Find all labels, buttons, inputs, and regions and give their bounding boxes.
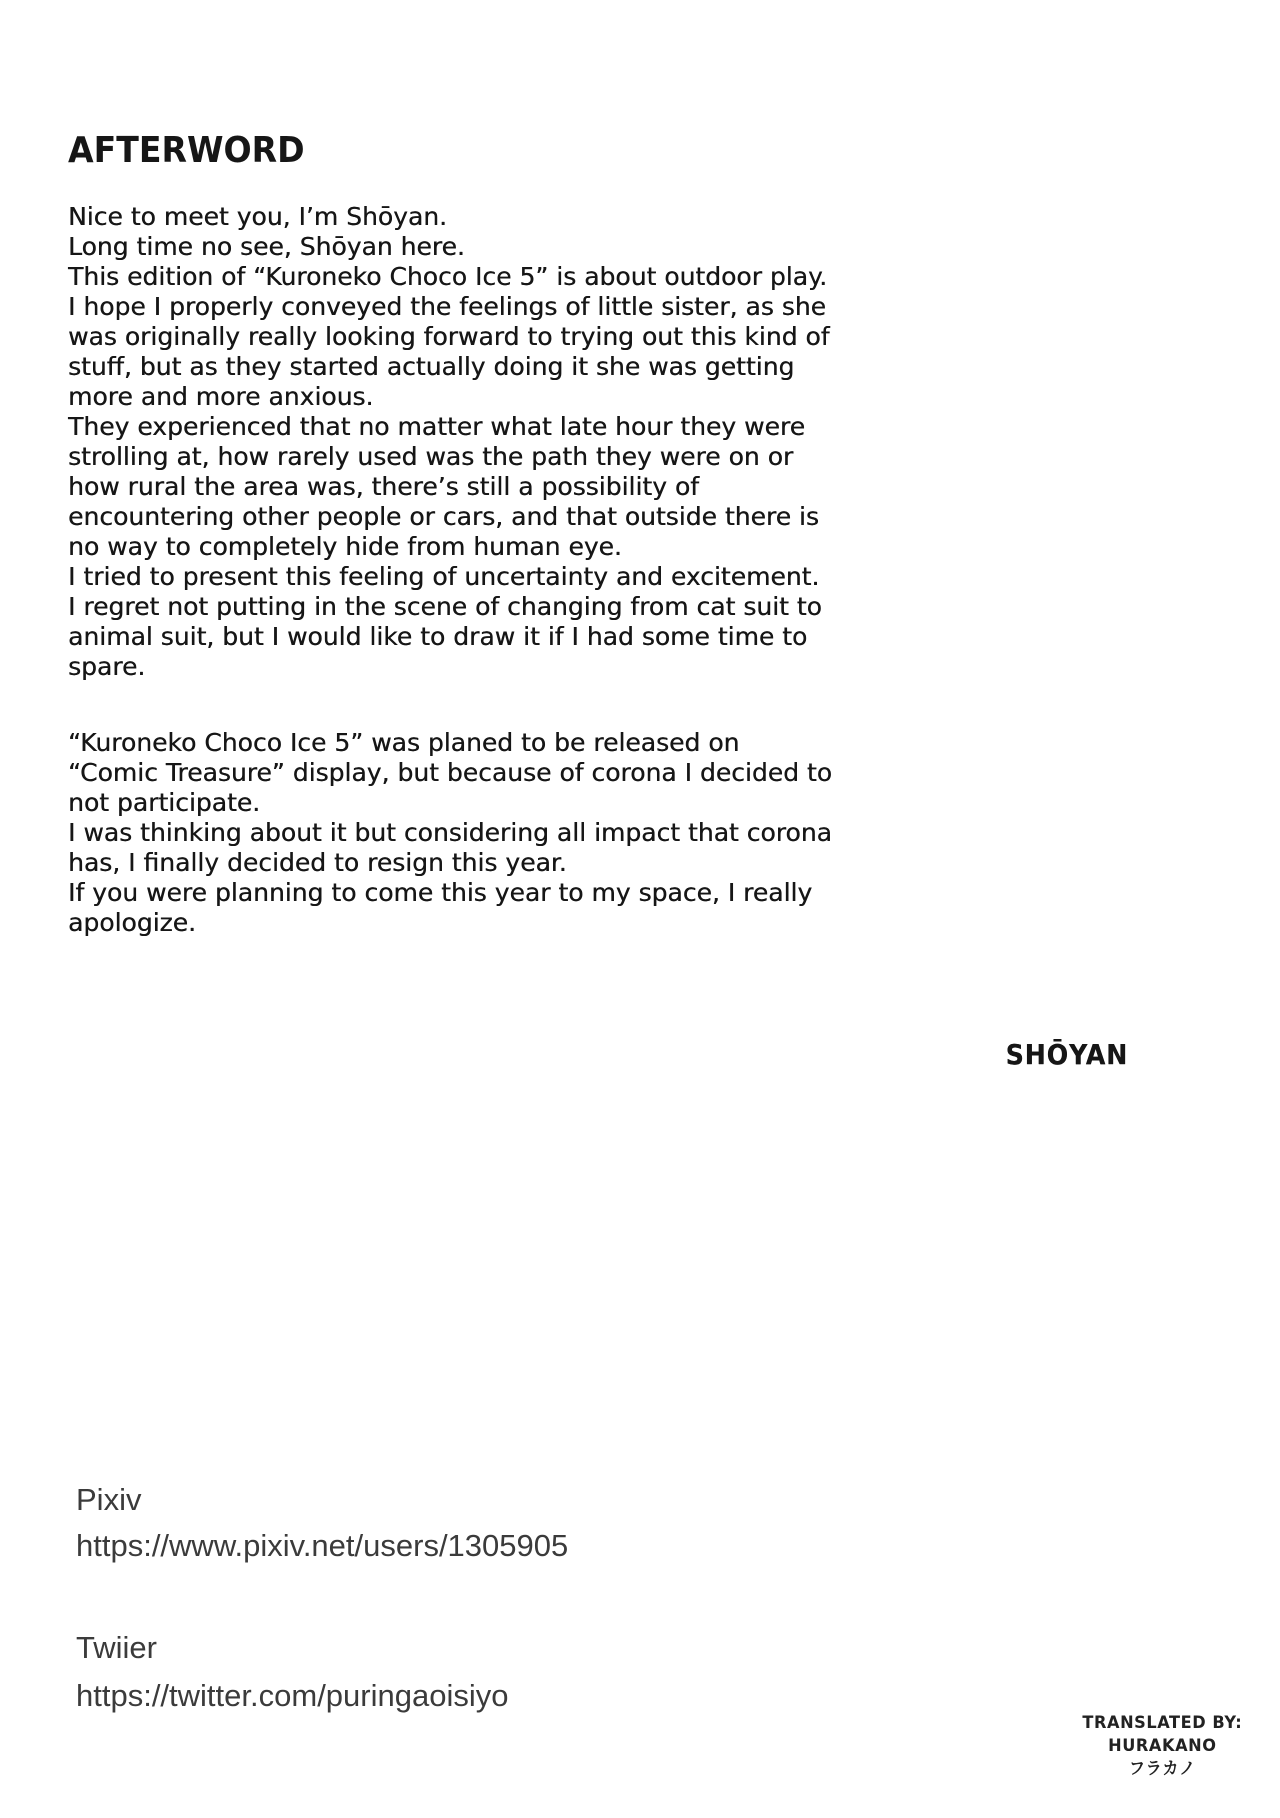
text-line: more and more anxious. [68, 382, 374, 411]
text-line: I tried to present this feeling of uncertainty and excitement. [68, 562, 820, 591]
text-line: This edition of “Kuroneko Choco Ice 5” is about outdoor play. [68, 262, 828, 291]
text-line: apologize. [68, 908, 196, 937]
text-line: I hope I properly conveyed the feelings of little sister, as she [68, 292, 826, 321]
text-line: animal suit, but I would like to draw it if I had some time to [68, 622, 808, 651]
text-line: strolling at, how rarely used was the path they were on or [68, 442, 794, 471]
translator-credit-line3: フラカノ [1128, 1759, 1196, 1779]
translator-credit-line2: HURAKANO [1107, 1736, 1217, 1756]
text-line: I regret not putting in the scene of changing from cat suit to [68, 592, 822, 621]
text-line: was originally really looking forward to trying out this kind of [68, 322, 830, 351]
text-line: no way to completely hide from human eye. [68, 532, 622, 561]
pixiv-url-text: https://www.pixiv.net/users/1305905 [76, 1528, 569, 1563]
text-line: They experienced that no matter what late hour they were [68, 412, 805, 441]
text-line: If you were planning to come this year to my space, I really [68, 878, 813, 907]
page-title: AFTERWORD [68, 130, 305, 171]
text-line: Nice to meet you, I’m Shōyan. [68, 202, 447, 231]
twitter-label: Twiier [76, 1630, 157, 1665]
text-line: spare. [68, 652, 146, 681]
text-line: I was thinking about it but considering all impact that corona [68, 818, 832, 847]
text-line: how rural the area was, there’s still a possibility of [68, 472, 699, 501]
author-signature: SHŌYAN [1005, 1038, 1128, 1071]
text-line: “Comic Treasure” display, but because of corona I decided to [68, 758, 832, 787]
text-line: stuff, but as they started actually doing it she was getting [68, 352, 795, 381]
text-line: not participate. [68, 788, 261, 817]
text-line: Long time no see, Shōyan here. [68, 232, 465, 261]
afterword-paragraph-1 [68, 202, 830, 682]
text-line: encountering other people or cars, and that outside there is [68, 502, 819, 531]
translator-credit-line1: TRANSLATED BY: [1082, 1713, 1242, 1733]
text-line: has, I finally decided to resign this year. [68, 848, 567, 877]
afterword-paragraph-2 [68, 728, 832, 938]
twitter-url-text: https://twitter.com/puringaoisiyo [76, 1678, 509, 1713]
translator-credit [1082, 1712, 1242, 1781]
pixiv-label: Pixiv [76, 1482, 142, 1517]
text-line: “Kuroneko Choco Ice 5” was planed to be released on [68, 728, 740, 757]
